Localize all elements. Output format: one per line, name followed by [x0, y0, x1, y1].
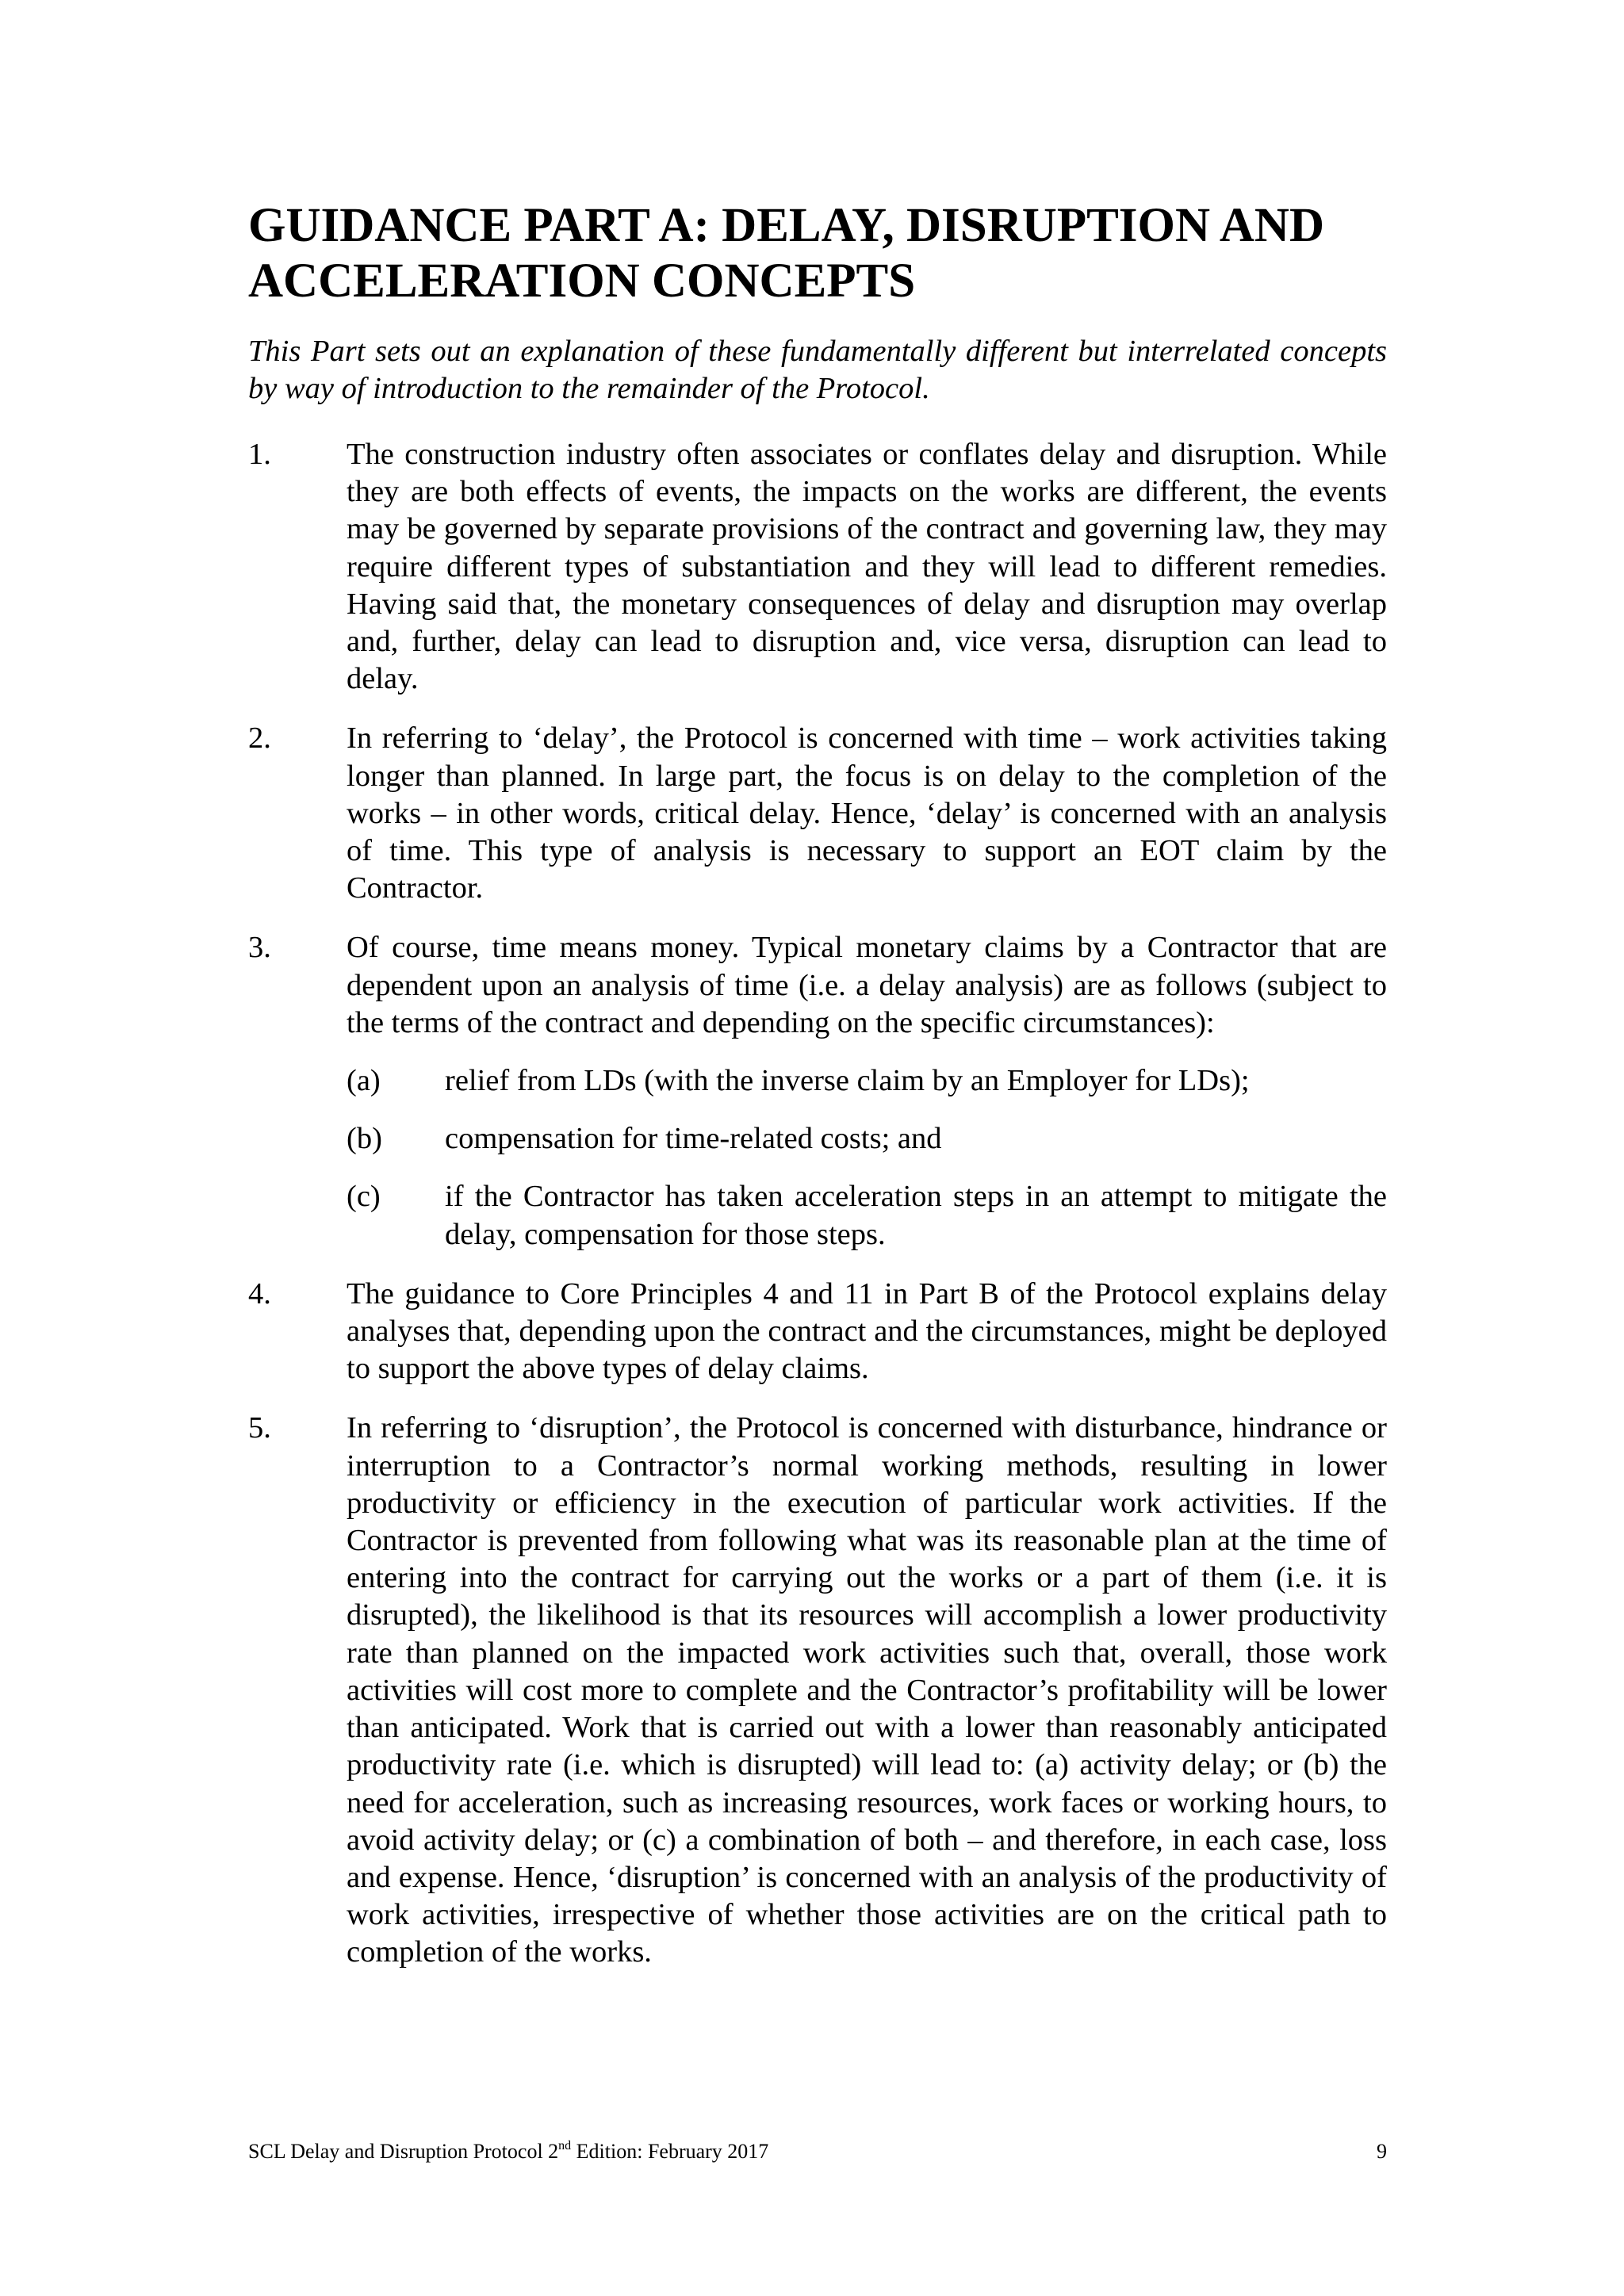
sub-item-text: relief from LDs (with the inverse claim by an Employer for LDs);	[445, 1064, 1250, 1098]
paragraph-number: 4.	[248, 1276, 271, 1311]
footer-superscript: nd	[558, 2139, 572, 2152]
paragraph-3	[248, 929, 1387, 1253]
footer-suffix: Edition: February 2017	[571, 2140, 769, 2163]
sub-item-c	[347, 1178, 1387, 1253]
page-footer	[248, 2139, 1387, 2164]
footer-prefix: SCL Delay and Disruption Protocol 2	[248, 2140, 559, 2163]
paragraph-number: 1.	[248, 438, 271, 471]
paragraph-text: The guidance to Core Principles 4 and 11 in Part B of the Protocol explains delay analyses that, depending upon the contract and the circumstances, might be deployed to support the above types of delay claims.	[347, 1276, 1387, 1386]
paragraph-1	[248, 436, 1387, 698]
sub-item-text: if the Contractor has taken acceleration steps in an attempt to mitigate the delay, compensation for those steps.	[445, 1180, 1387, 1251]
page-title: GUIDANCE PART A: DELAY, DISRUPTION AND ACCELERATION CONCEPTS	[248, 199, 1325, 308]
sub-item-b	[347, 1120, 1387, 1158]
document-page	[248, 198, 1387, 1972]
sub-item-a	[347, 1062, 1387, 1100]
paragraph-4	[248, 1276, 1387, 1388]
sub-item-text: compensation for time-related costs; and	[445, 1122, 942, 1156]
sub-item-label: (c)	[347, 1180, 381, 1214]
paragraph-text: In referring to ‘delay’, the Protocol is concerned with time – work activities taking longer than planned. In large part, the focus is on delay to the completion of the works – in other words, critical delay. Hence, ‘delay’ is concerned with an analysis of time. This type of analysis is necessary to support an EOT claim by the Contractor.	[347, 721, 1387, 905]
paragraph-text: The construction industry often associates or conflates delay and disruption. While they are both effects of events, the impacts on the works are different, the events may be governed by separate provisions of the contract and governing law, they may require different types of substantiation and they will lead to different remedies. Having said that, the monetary consequences of delay and disruption may overlap and, further, delay can lead to disruption and, vice versa, disruption can lead to delay.	[347, 438, 1387, 696]
paragraph-number: 5.	[248, 1411, 271, 1445]
sub-item-label: (b)	[347, 1122, 382, 1156]
paragraph-2	[248, 720, 1387, 907]
paragraph-number: 2.	[248, 721, 271, 756]
footer-citation	[248, 2140, 768, 2163]
paragraph-text: Of course, time means money. Typical monetary claims by a Contractor that are dependent upon an analysis of time (i.e. a delay analysis) are as follows (subject to the terms of the contract and depending on the specific circumstances):	[347, 931, 1387, 1039]
sub-item-label: (a)	[347, 1064, 381, 1098]
paragraph-number: 3.	[248, 931, 271, 965]
intro-text: This Part sets out an explanation of these fundamentally different but interrelated concepts by way of introduction to the remainder of the Protocol.	[248, 335, 1387, 405]
page-number: 9	[1377, 2140, 1387, 2163]
paragraph-text: In referring to ‘disruption’, the Protocol is concerned with disturbance, hindrance or interruption to a Contractor’s normal working methods, resulting in lower productivity or efficiency in the execution of particular work activities. If the Contractor is prevented from following what was its reasonable plan at the time of entering into the contract for carrying out the works or a part of them (i.e. it is disrupted), the likelihood is that its resources will accomplish a lower productivity rate than planned on the impacted work activities such that, overall, those work activities will cost more to complete and the Contractor’s profitability will be lower than anticipated. Work that is carried out with a lower than reasonably anticipated productivity rate (i.e. which is disrupted) will lead to: (a) activity delay; or (b) the need for acceleration, such as increasing resources, work faces or working hours, to avoid activity delay; or (c) a combination of both – and therefore, in each case, loss and expense. Hence, ‘disruption’ is concerned with an analysis of the productivity of work activities, irrespective of whether those activities are on the critical path to completion of the works.	[347, 1411, 1387, 1969]
sub-list	[347, 1062, 1387, 1253]
paragraph-5	[248, 1410, 1387, 1971]
